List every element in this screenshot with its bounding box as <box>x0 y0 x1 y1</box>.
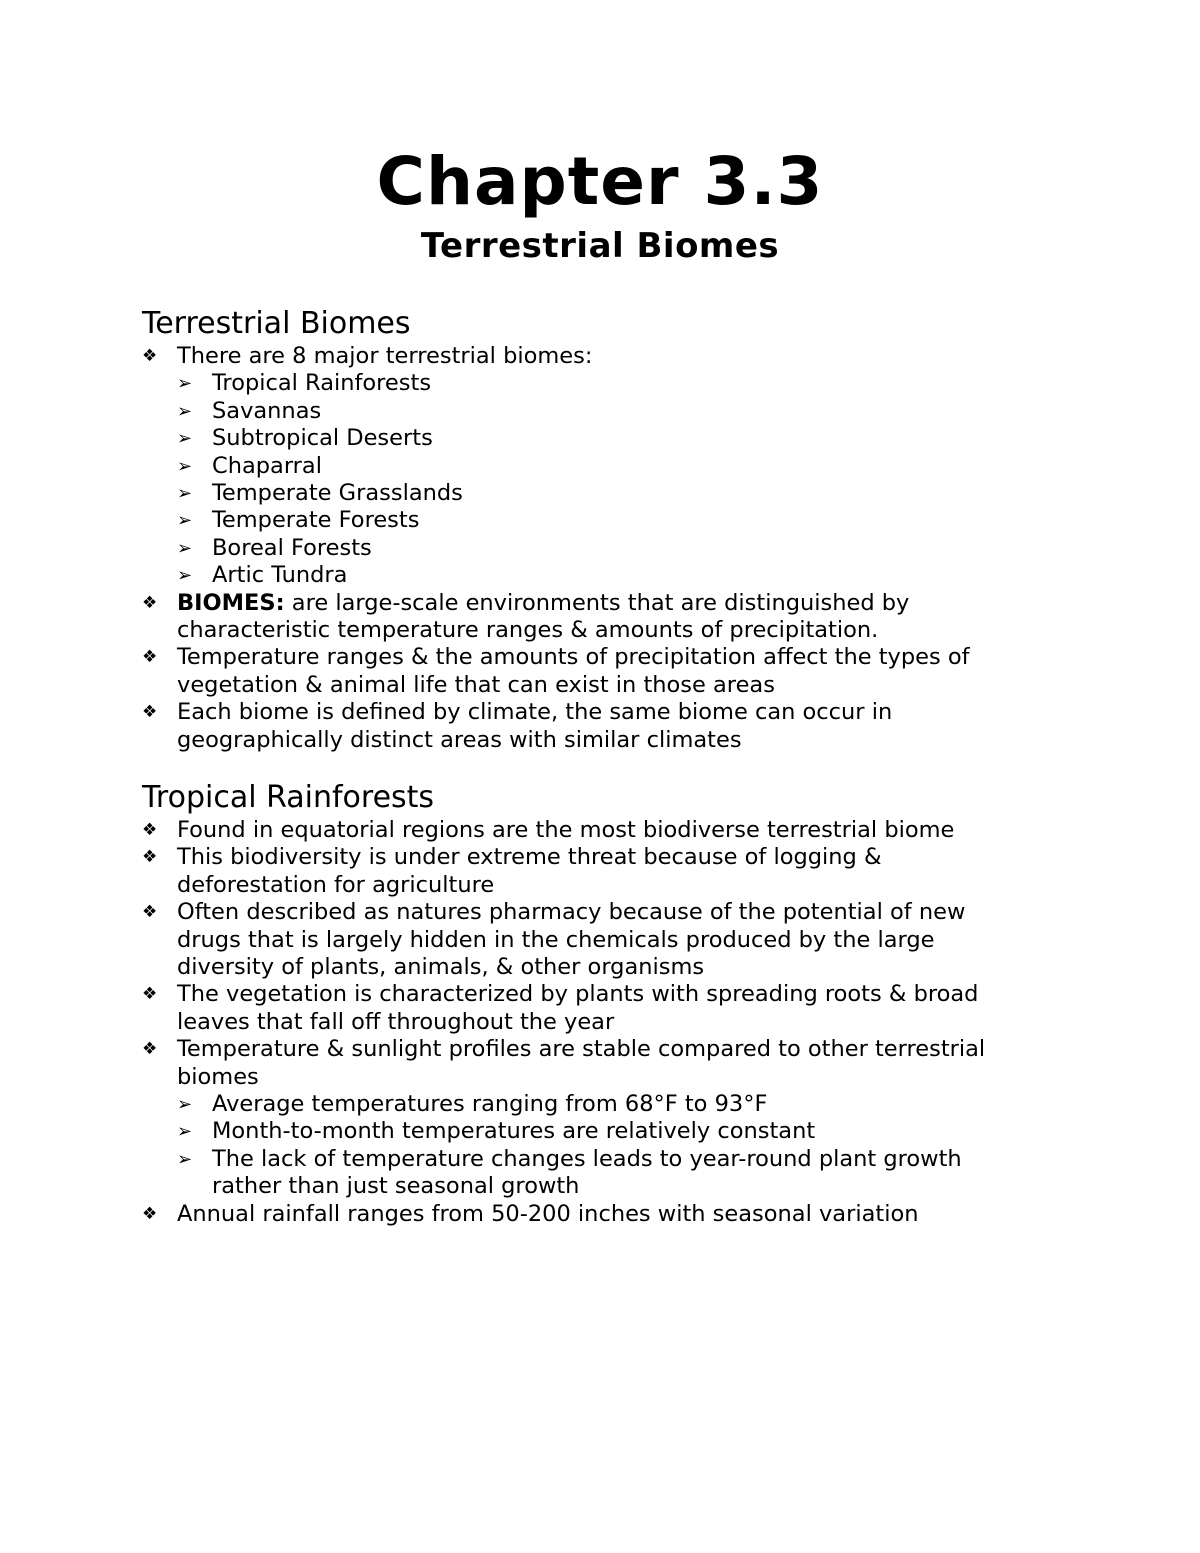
arrowhead-bullet-icon: ➢ <box>177 483 193 505</box>
list-item <box>177 507 1042 534</box>
arrowhead-bullet-icon: ➢ <box>177 510 193 532</box>
bullet-text: There are 8 major terrestrial biomes: <box>177 343 593 369</box>
sub-bullet-text: Month-to-month temperatures are relatively constant <box>212 1118 816 1145</box>
arrowhead-bullet-icon: ➢ <box>177 400 193 422</box>
list-item <box>177 1091 1042 1118</box>
list-item <box>142 899 1042 981</box>
diamond-bullet-icon: ❖ <box>142 592 158 613</box>
list-item <box>177 453 1042 480</box>
sub-bullet-text: The lack of temperature changes leads to year-round plant growth <box>212 1145 962 1172</box>
bullet-text: biomes <box>177 1063 259 1090</box>
section-tropical-rainforests <box>142 779 1042 1228</box>
biome-name: Subtropical Deserts <box>212 425 433 452</box>
bullet-text: vegetation & animal life that can exist in those areas <box>177 671 775 698</box>
diamond-bullet-icon: ❖ <box>142 984 158 1005</box>
bullet-text: This biodiversity is under extreme threat because of logging & <box>177 844 882 871</box>
list-item <box>142 1201 1042 1228</box>
bullet-text: leaves that fall off throughout the year <box>177 1008 615 1035</box>
list-item <box>177 535 1042 562</box>
bullet-text: drugs that is largely hidden in the chemicals produced by the large <box>177 926 935 953</box>
list-item <box>142 817 1042 844</box>
list-item <box>177 425 1042 452</box>
sub-bullet-text: Average temperatures ranging from 68°F to 93°F <box>212 1091 768 1118</box>
list-item <box>177 562 1042 589</box>
chapter-title: Chapter 3.3 <box>376 143 824 220</box>
biome-name: Temperate Grasslands <box>212 480 463 507</box>
bullet-text: geographically distinct areas with similar climates <box>177 726 742 753</box>
biome-name: Savannas <box>212 397 322 424</box>
list-item <box>142 699 1042 754</box>
definition-term: BIOMES: <box>177 589 285 616</box>
list-item <box>177 1146 1042 1201</box>
arrowhead-bullet-icon: ➢ <box>177 428 193 450</box>
list-item <box>177 370 1042 397</box>
bullet-text: Each biome is defined by climate, the same biome can occur in <box>177 699 893 726</box>
bullet-text: diversity of plants, animals, & other organisms <box>177 954 705 981</box>
biome-name: Temperate Forests <box>212 507 420 534</box>
arrowhead-bullet-icon: ➢ <box>177 565 193 587</box>
list-item <box>142 343 1042 370</box>
sub-bullet-text: rather than just seasonal growth <box>212 1173 580 1200</box>
diamond-bullet-icon: ❖ <box>142 1203 158 1224</box>
list-item <box>177 398 1042 425</box>
bullet-text: Found in equatorial regions are the most biodiverse terrestrial biome <box>177 817 955 843</box>
diamond-bullet-icon: ❖ <box>142 820 158 840</box>
definition-text: are large-scale environments that are distinguished by <box>284 589 910 616</box>
diamond-bullet-icon: ❖ <box>142 847 158 868</box>
bullet-text: Temperature ranges & the amounts of precipitation affect the types of <box>177 644 970 671</box>
diamond-bullet-icon: ❖ <box>142 346 158 366</box>
biome-name: Chaparral <box>212 452 322 479</box>
diamond-bullet-icon: ❖ <box>142 902 158 923</box>
arrowhead-bullet-icon: ➢ <box>177 373 193 395</box>
bullet-text: The vegetation is characterized by plants with spreading roots & broad <box>177 981 979 1008</box>
bullet-text: deforestation for agriculture <box>177 871 495 898</box>
chapter-subtitle: Terrestrial Biomes <box>420 226 780 266</box>
bullet-text: Often described as natures pharmacy because of the potential of new <box>177 899 966 926</box>
list-item <box>177 1118 1042 1145</box>
diamond-bullet-icon: ❖ <box>142 1039 158 1060</box>
biome-name: Artic Tundra <box>212 562 348 589</box>
diamond-bullet-icon: ❖ <box>142 702 158 723</box>
section-terrestrial-biomes <box>142 305 1042 754</box>
list-item <box>142 590 1042 645</box>
arrowhead-bullet-icon: ➢ <box>177 1094 193 1116</box>
list-item <box>142 1036 1042 1091</box>
list-item <box>177 480 1042 507</box>
list-item <box>142 644 1042 699</box>
arrowhead-bullet-icon: ➢ <box>177 1148 193 1170</box>
diamond-bullet-icon: ❖ <box>142 647 158 668</box>
arrowhead-bullet-icon: ➢ <box>177 455 193 477</box>
biome-list <box>142 370 1042 589</box>
section-heading: Tropical Rainforests <box>142 780 435 815</box>
bullet-text: Annual rainfall ranges from 50-200 inches with seasonal variation <box>177 1200 919 1227</box>
biome-name: Tropical Rainforests <box>212 370 432 397</box>
biome-name: Boreal Forests <box>212 534 372 561</box>
bullet-text: Temperature & sunlight profiles are stable compared to other terrestrial <box>177 1036 986 1063</box>
temperature-details-list <box>142 1091 1042 1201</box>
list-item <box>142 844 1042 899</box>
section-heading: Terrestrial Biomes <box>142 306 411 341</box>
bullet-text <box>177 590 1042 617</box>
arrowhead-bullet-icon: ➢ <box>177 1121 193 1143</box>
arrowhead-bullet-icon: ➢ <box>177 537 193 559</box>
list-item <box>142 981 1042 1036</box>
bullet-text: characteristic temperature ranges & amounts of precipitation. <box>177 617 879 644</box>
